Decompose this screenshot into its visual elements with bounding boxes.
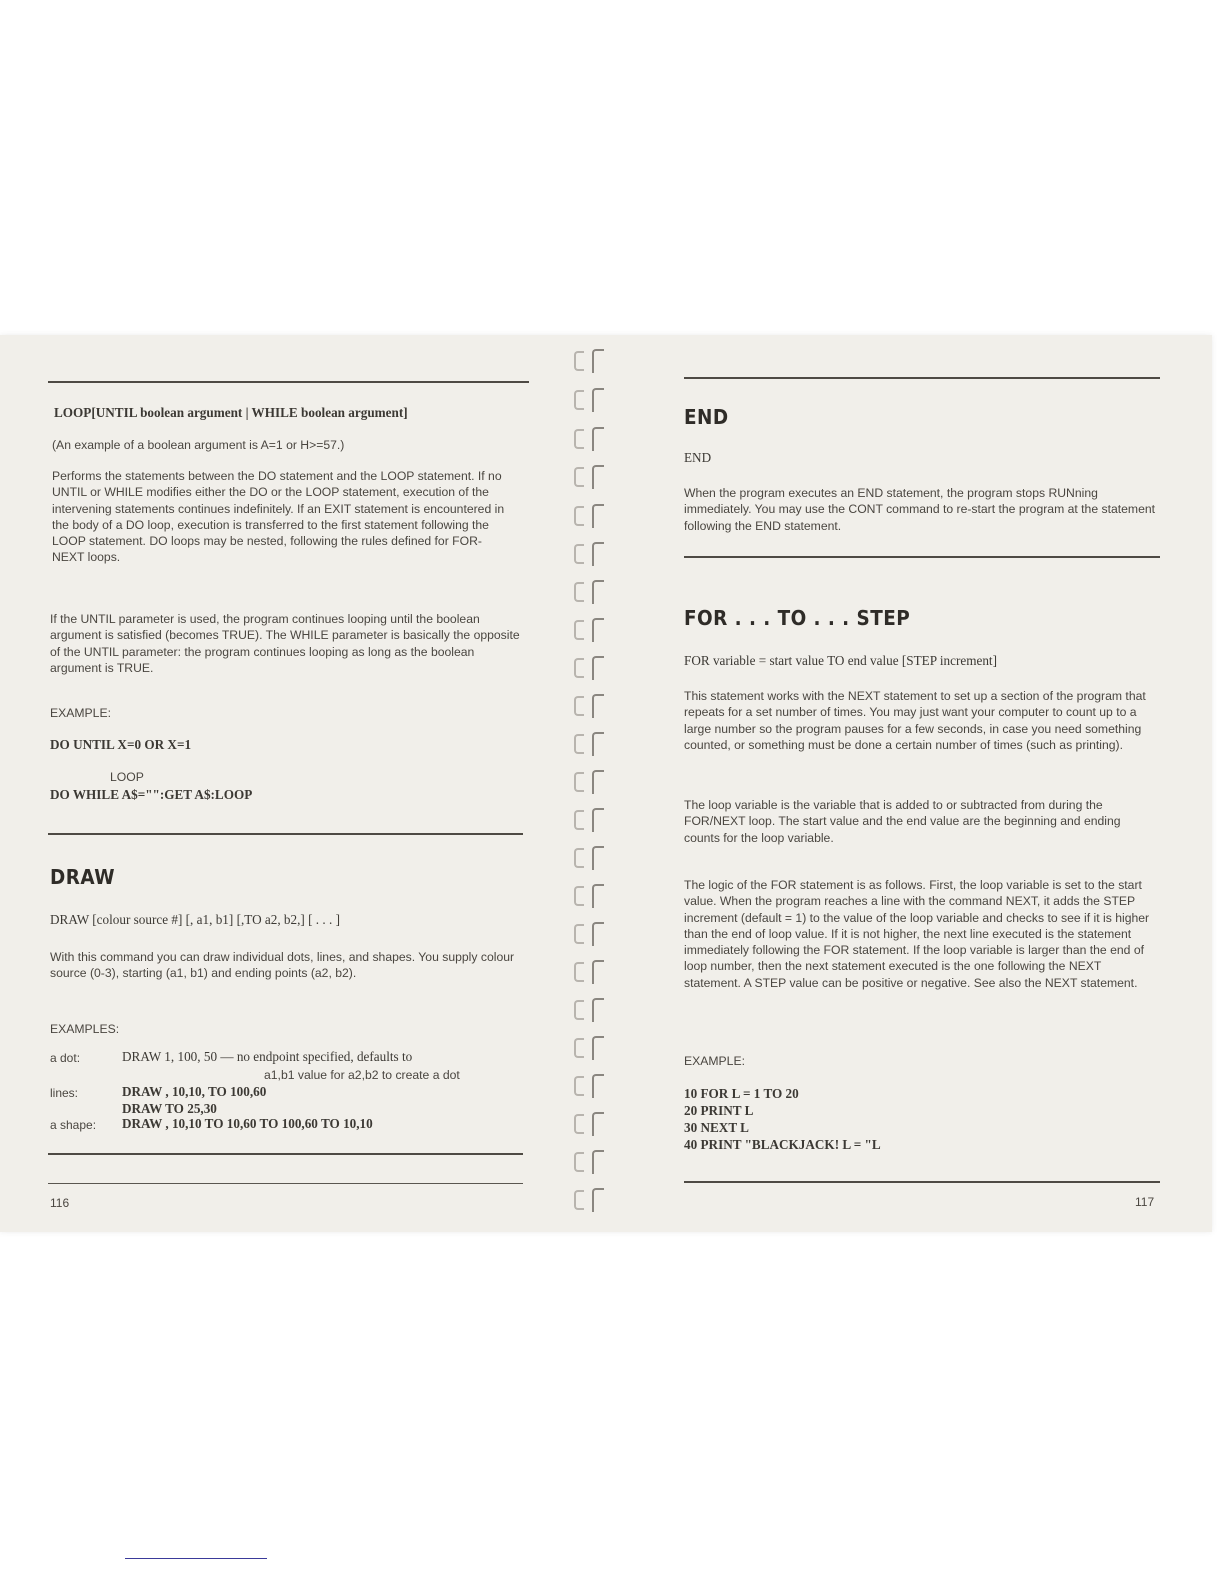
section-rule <box>48 833 523 835</box>
for-description-2: The loop variable is the variable that is added to or subtracted from during the FOR/NEXT loop. The start value and the end value are the beginning and ending counts for the loop variable. <box>684 798 1121 845</box>
binding-ring <box>568 388 612 410</box>
bottom-rule-1 <box>48 1153 523 1155</box>
until-description: If the UNTIL parameter is used, the program continues looping until the boolean argument is satisfied (becomes TRUE). The WHILE parameter is basically the opposite of the UNTIL parameter: the program continues looping as long as the boolean argument is TRUE. <box>50 612 520 675</box>
draw-syntax <box>50 912 520 928</box>
bottom-rule-2 <box>48 1183 523 1184</box>
end-syntax <box>684 450 711 466</box>
for-syntax-text: FOR variable = start value TO end value [STEP increment] <box>684 653 997 668</box>
example-label: EXAMPLE: <box>684 1054 745 1068</box>
example-dot-label: a dot: <box>50 1051 81 1065</box>
for-description-3: The logic of the FOR statement is as follows. First, the loop variable is set to the start value. When the program reaches a line with the command NEXT, it adds the STEP increment (default = 1) to the value of the loop variable and checks to see if it is higher than the end of loop value. If it is not higher, the next line executed is the statement immediately following the FOR statement. If the loop variable is larger than the end of loop number, then the next statement executed is the one following the NEXT statement. A STEP value can be positive or negative. See also the NEXT statement. <box>684 878 1150 990</box>
example-lines-code: DRAW , 10,10, TO 100,60 <box>122 1084 267 1099</box>
page-number-right: 117 <box>1135 1195 1155 1209</box>
scanned-spread <box>0 335 1212 1232</box>
binding-ring <box>568 884 612 906</box>
example-dot-code: DRAW 1, 100, 50 — no endpoint specified, defaults to <box>122 1049 413 1064</box>
binding-ring <box>568 465 612 487</box>
top-rule <box>48 381 529 383</box>
binding-ring <box>568 504 612 526</box>
example-label: EXAMPLE: <box>50 706 111 720</box>
binding-ring <box>568 732 612 754</box>
example-code-1: DO UNTIL X=0 OR X=1 <box>50 737 192 752</box>
for-syntax <box>684 653 1160 669</box>
binding-ring <box>568 1112 612 1134</box>
examples-label: EXAMPLES: <box>50 1022 120 1036</box>
loop-note: (An example of a boolean argument is A=1 or H>=57.) <box>52 438 345 452</box>
example-dot-code-cont: a1,b1 value for a2,b2 to create a dot <box>264 1068 460 1082</box>
binding-ring <box>568 656 612 678</box>
binding-ring <box>568 427 612 449</box>
draw-description: With this command you can draw individual dots, lines, and shapes. You supply colour source (0-3), starting (a1, b1) and ending points (a2, b2). <box>50 950 515 981</box>
example-lines-code-cont: DRAW TO 25,30 <box>122 1101 217 1116</box>
binding-ring <box>568 1150 612 1172</box>
right-page <box>628 335 1212 1232</box>
binding-ring <box>568 960 612 982</box>
loop-description: Performs the statements between the DO statement and the LOOP statement. If no UNTIL or WHILE modifies either the DO or the LOOP statement, execution of the intervening statements continues indefinitely. If an EXIT statement is encountered in the body of a DO loop, execution is transferred to the first statement following the LOOP statement. DO loops may be nested, following the rules defined for FOR-NEXT loops. <box>52 469 505 565</box>
end-description: When the program executes an END statement, the program stops RUNning immediately. You may use the CONT command to re-start the program at the statement following the END statement. <box>684 486 1156 533</box>
left-page <box>0 335 560 1232</box>
top-rule <box>684 377 1160 379</box>
loop-syntax-text: LOOP[UNTIL boolean argument | WHILE boolean argument] <box>54 405 408 420</box>
binding-ring <box>568 618 612 640</box>
example-code-line: 10 FOR L = 1 TO 20 <box>684 1086 799 1101</box>
stray-line <box>125 1558 267 1559</box>
bottom-rule <box>684 1181 1160 1183</box>
example-shape-code: DRAW , 10,10 TO 10,60 TO 100,60 TO 10,10 <box>122 1116 373 1131</box>
binding-ring <box>568 580 612 602</box>
binding-ring <box>568 1036 612 1058</box>
section-rule <box>684 556 1160 558</box>
end-heading: END <box>684 405 729 429</box>
for-description-1: This statement works with the NEXT statement to set up a section of the program that repeats for a set number of times. You may just want your computer to count up to a large number so the program pauses for a few seconds, in case you need something counted, or something must be done a certain number of times (such as printing). <box>684 689 1146 752</box>
page-number-left: 116 <box>50 1196 70 1210</box>
example-code-line: 40 PRINT "BLACKJACK! L = "L <box>684 1137 881 1152</box>
example-shape-label: a shape: <box>50 1118 97 1132</box>
draw-heading: DRAW <box>50 865 116 889</box>
example-code-2: LOOP <box>110 770 144 784</box>
example-code-3: DO WHILE A$="":GET A$:LOOP <box>50 787 253 802</box>
spiral-binding <box>568 335 628 1232</box>
example-code-line: 30 NEXT L <box>684 1120 749 1135</box>
draw-syntax-text: DRAW [colour source #] [, a1, b1] [,TO a2, b2,] [ . . . ] <box>50 912 340 927</box>
binding-ring <box>568 846 612 868</box>
binding-ring <box>568 694 612 716</box>
end-syntax-text: END <box>684 450 712 465</box>
binding-ring <box>568 542 612 564</box>
binding-ring <box>568 808 612 830</box>
loop-syntax <box>54 405 524 421</box>
example-lines-label: lines: <box>50 1086 79 1100</box>
binding-ring <box>568 922 612 944</box>
binding-ring <box>568 1074 612 1096</box>
binding-ring <box>568 998 612 1020</box>
example-code-line: 20 PRINT L <box>684 1103 754 1118</box>
for-heading: FOR . . . TO . . . STEP <box>684 606 911 630</box>
binding-ring <box>568 1188 612 1210</box>
binding-ring <box>568 349 612 371</box>
binding-ring <box>568 770 612 792</box>
